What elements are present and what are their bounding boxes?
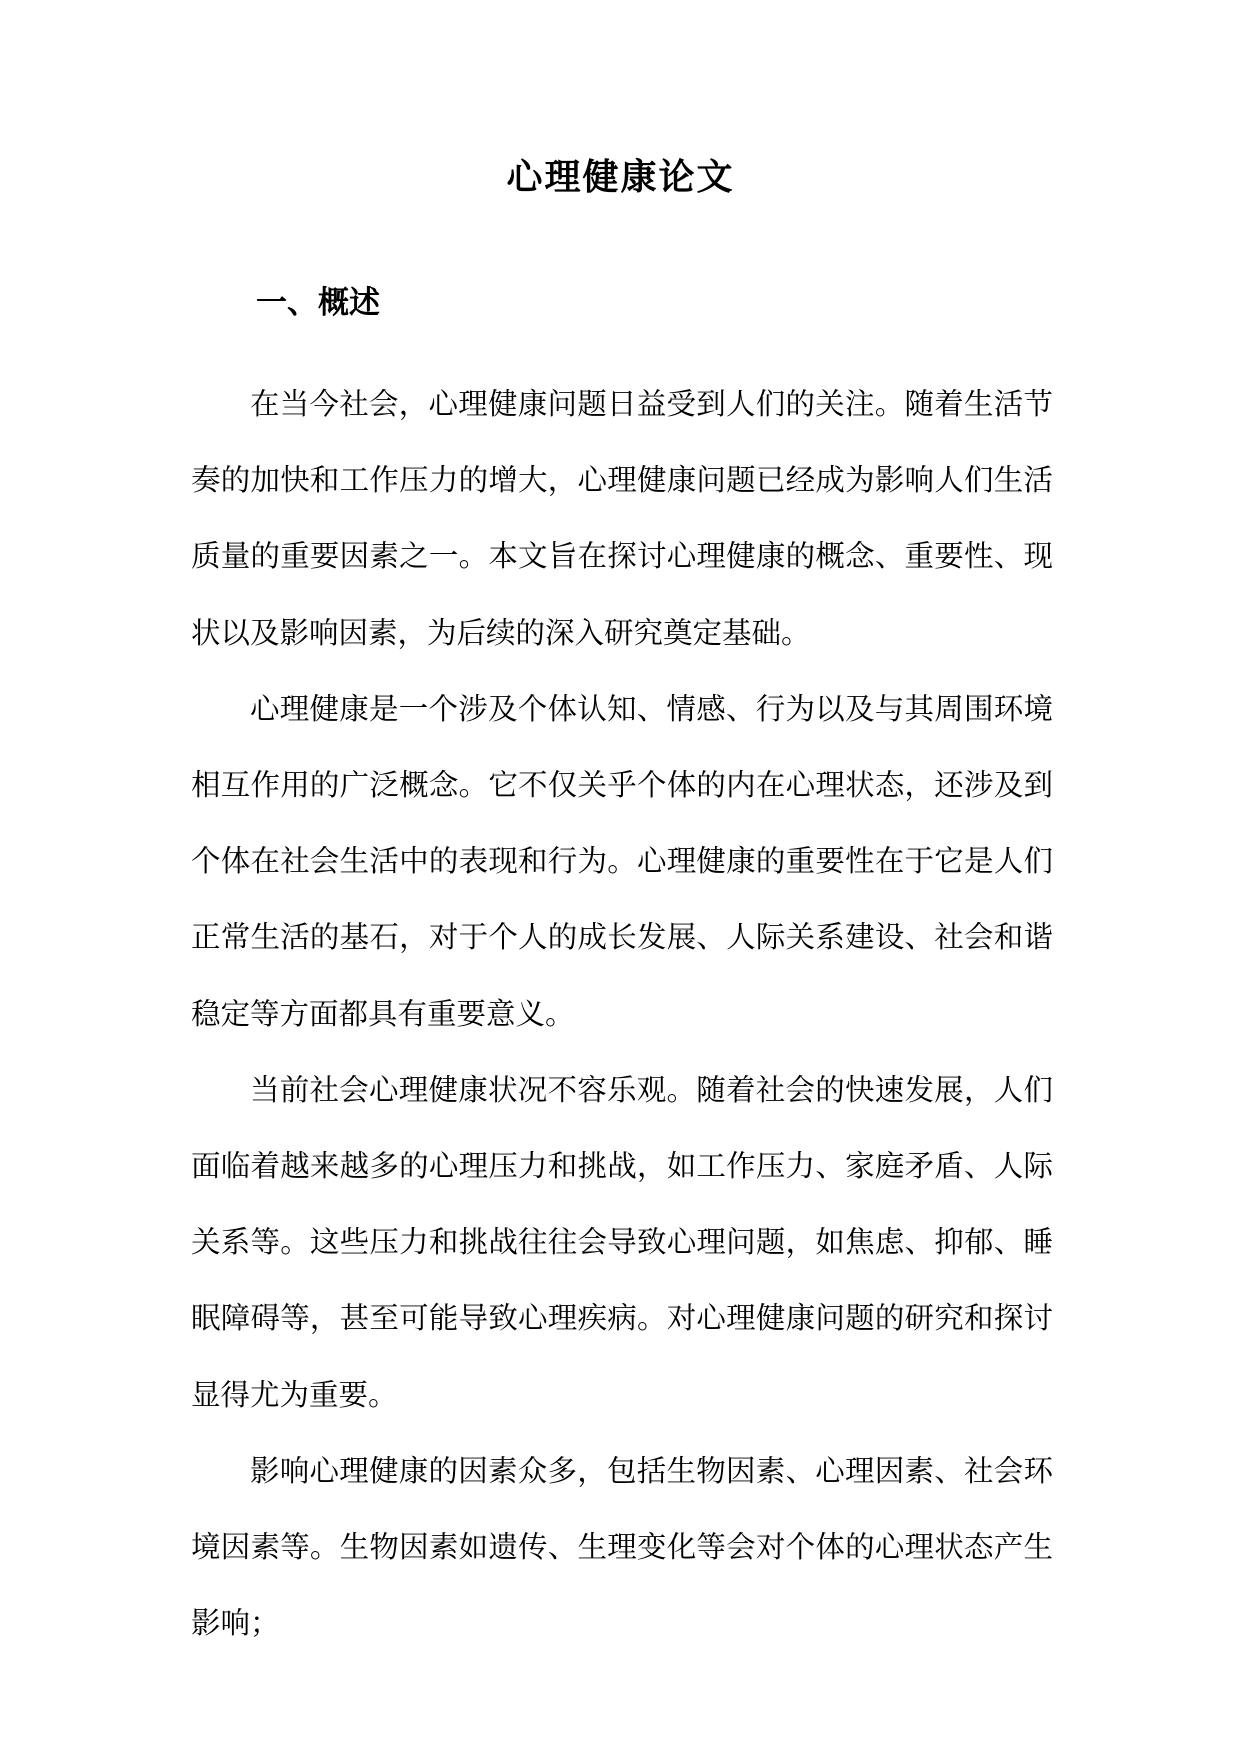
- paragraph: 影响心理健康的因素众多，包括生物因素、心理因素、社会环境因素等。生物因素如遗传、生理变化等会对个体的心理状态产生影响；: [191, 1453, 1053, 1641]
- section-heading: 一、概述: [256, 285, 380, 321]
- paragraph: 当前社会心理健康状况不容乐观。随着社会的快速发展，人们面临着越来越多的心理压力和挑战，如工作压力、家庭矛盾、人际关系等。这些压力和挑战往往会导致心理问题，如焦虑、抑郁、睡眠障碍等，甚至可能导致心理疾病。对心理健康问题的研究和探讨显得尤为重要。: [191, 1072, 1053, 1412]
- paragraph: 在当今社会，心理健康问题日益受到人们的关注。随着生活节奏的加快和工作压力的增大，心理健康问题已经成为影响人们生活质量的重要因素之一。本文旨在探讨心理健康的概念、重要性、现状以及影响因素，为后续的深入研究奠定基础。: [191, 387, 1053, 650]
- document-title: 心理健康论文: [506, 157, 735, 198]
- paragraph: 心理健康是一个涉及个体认知、情感、行为以及与其周围环境相互作用的广泛概念。它不仅关乎个体的内在心理状态，还涉及到个体在社会生活中的表现和行为。心理健康的重要性在于它是人们正常生活的基石，对于个人的成长发展、人际关系建设、社会和谐稳定等方面都具有重要意义。: [191, 691, 1053, 1031]
- document-body: [191, 366, 1053, 1661]
